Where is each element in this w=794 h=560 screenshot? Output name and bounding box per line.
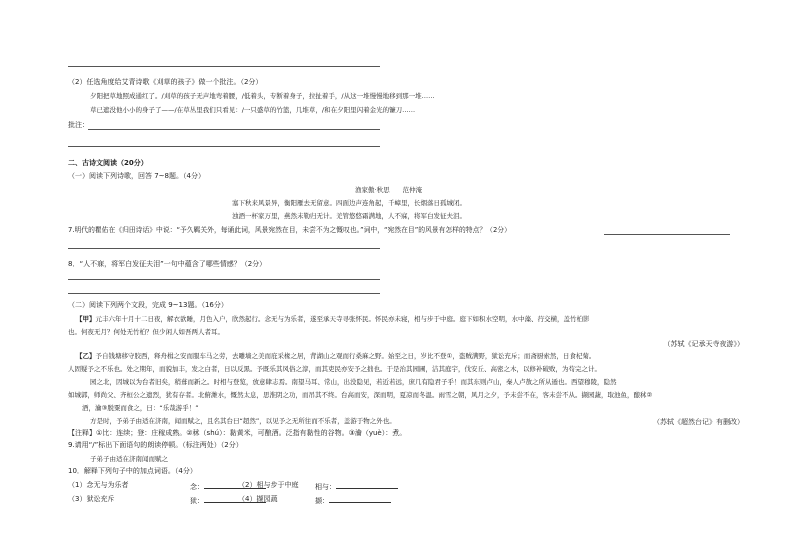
question-9: 9.请用“/”标出下面语句的朗读停顿。（标注两处）（2分） [68, 441, 243, 449]
poem-line-1: 塞下秋来风景异，衡阳雁去无留意。四面边声连角起，千嶂里，长烟落日孤城闭。 [232, 199, 466, 207]
part-2-instructions: （二）阅读下列两个文段，完成 9~13题。（16分） [68, 301, 228, 309]
passage-jia-label: 【甲】 [76, 315, 96, 323]
question-7: 7.明代的瞿佑在《归田诗话》中说：“予久羁关外，每诵此词，风景宛然在目，未尝不为之慨叹也。”词中，“宛然在目”的风景有怎样的特点？（2分） [68, 226, 511, 234]
question-8: 8．“人不寐，将军白发征夫泪”一句中蕴含了哪些情感？（2分） [68, 260, 267, 268]
q9-sentence[interactable]: 子弟子由适在济南闻而赋之 [90, 455, 168, 463]
q7-answer-line[interactable] [604, 234, 730, 235]
q7-answer-line-2[interactable] [68, 248, 380, 249]
q2-poem-line-1: 夕阳把草地照成通红了。/刈草的孩子无声地弯着腰，/低着头，专断着身子，拉扯着手，/从这一堆慢慢地移到那一堆…… [90, 92, 435, 100]
q2-annotation-label: 批注： [68, 121, 89, 129]
q8-answer-line-2[interactable] [68, 293, 380, 294]
q10-item-3-word-label: 狱： [190, 497, 204, 505]
passage-yi-line-4: 如城郭，师尚父、齐桓公之遗烈，犹有存者。北俯潍水，慨然太息，思淮阴之功，而吊其不终。台高而安，深而明，夏凉而冬温。雨雪之朝，风月之夕，予未尝不在，客未尝不从。撷园蔬，取池鱼，酿秫② [68, 391, 653, 399]
annotation-notes: 【注释】①比：连续；登：庄稼成熟。②秫（shú）：黏黄米，可酿酒。泛指有黏性的谷物。③瀹（yuè）：煮。 [68, 429, 407, 437]
question-10: 10．解释下列句子中的加点词语。（4分） [68, 467, 197, 475]
q10-item-4-word [315, 495, 391, 506]
section-2-heading: 二、古诗文阅读（20分） [68, 159, 148, 167]
q2-prompt: （2）任选角度给艾青诗歌《刈草的孩子》做一个批注。（2分） [68, 78, 263, 86]
passage-yi-line-2: 人固疑予之不乐也。处之期年，而貌加丰，发之白者，日以反黑。予既乐其风俗之淳，而其吏民亦安予之拙也。于是治其园圃，洁其庭宇，伐安丘、高密之木，以修补破败，为苟完之计。 [68, 365, 601, 373]
part-1-instructions: （一）阅读下列诗歌，回答 7~8题。（4分） [68, 172, 205, 180]
q10-item-4: （4）撷园蔬 [238, 495, 278, 503]
q2-answer-line-2[interactable] [68, 146, 380, 147]
passage-yi-line-6: 方是时，予弟子由适在济南，闻而赋之，且名其台曰“超然”，以见予之无所往而不乐者，盖游于物之外也。 [90, 417, 396, 425]
q10-item-3: （3）狱讼充斥 [68, 495, 115, 503]
passage-jia-source: （苏轼《记承天寺夜游》） [663, 340, 744, 348]
passage-yi-source: （苏轼《超然台记》有删改） [653, 418, 744, 426]
passage-yi-text-1: 予自钱塘移守胶西，释舟楫之安而服车马之劳，去雕墙之美而庇采椽之居，背湖山之观而行桑麻之野。始至之日，岁比不登①，盗贼满野，狱讼充斥；而斋厨索然，日食杞菊。 [95, 352, 596, 360]
q8-answer-line-1[interactable] [68, 279, 380, 280]
q2-answer-line-1[interactable] [88, 129, 380, 130]
q10-item-4-blank[interactable] [329, 495, 391, 503]
q10-item-2-word-label: 相与： [315, 483, 336, 491]
q10-item-2-blank[interactable] [336, 481, 398, 489]
passage-yi-line-5: 酒，瀹③脱粟而食之，曰：“乐哉游乎！” [82, 404, 199, 412]
passage-yi-label: 【乙】 [76, 352, 96, 360]
passage-jia-text-1: 元丰六年十月十二日夜，解衣欲睡，月色入户，欣然起行。念无与为乐者，遂至承天寺寻张怀民。怀民亦未寝，相与步于中庭。庭下如积水空明，水中藻、荇交横，盖竹柏影 [95, 315, 590, 323]
passage-jia-line-1 [76, 315, 590, 324]
q10-item-2-word [315, 481, 398, 492]
q2-poem-line-2: 草已遮没他小小的身子了——/在草丛里我们只看见：/一只盛草的竹篮，几堆草，/和在夕阳里闪着金光的镰刀…… [90, 106, 416, 114]
q10-item-1-word-label: 念： [190, 483, 204, 491]
q10-item-1: （1）念无与为乐者 [68, 481, 129, 489]
poem-title: 渔家傲·秋思 范仲淹 [355, 186, 423, 194]
top-answer-line [68, 66, 380, 67]
passage-yi-line-1 [76, 352, 595, 361]
q10-item-4-word-label: 撷： [315, 497, 329, 505]
q10-item-2: （2）相与步于中庭 [238, 481, 299, 489]
passage-yi-line-3: 园之北，因城以为台者旧矣，稍葺而新之。时相与登览，放意肆志焉。南望马耳、常山，出没隐见，若近若远，庶几有隐君子乎！而其东则卢山，秦人卢敖之所从遁也。西望穆陵，隐然 [90, 378, 617, 386]
poem-line-2: 浊酒一杯家万里，燕然未勒归无计。羌管悠悠霜满地，人不寐，将军白发征夫泪。 [232, 212, 466, 220]
passage-jia-line-2: 也。何夜无月？何处无竹柏？但少闲人如吾两人者耳。 [68, 328, 224, 336]
